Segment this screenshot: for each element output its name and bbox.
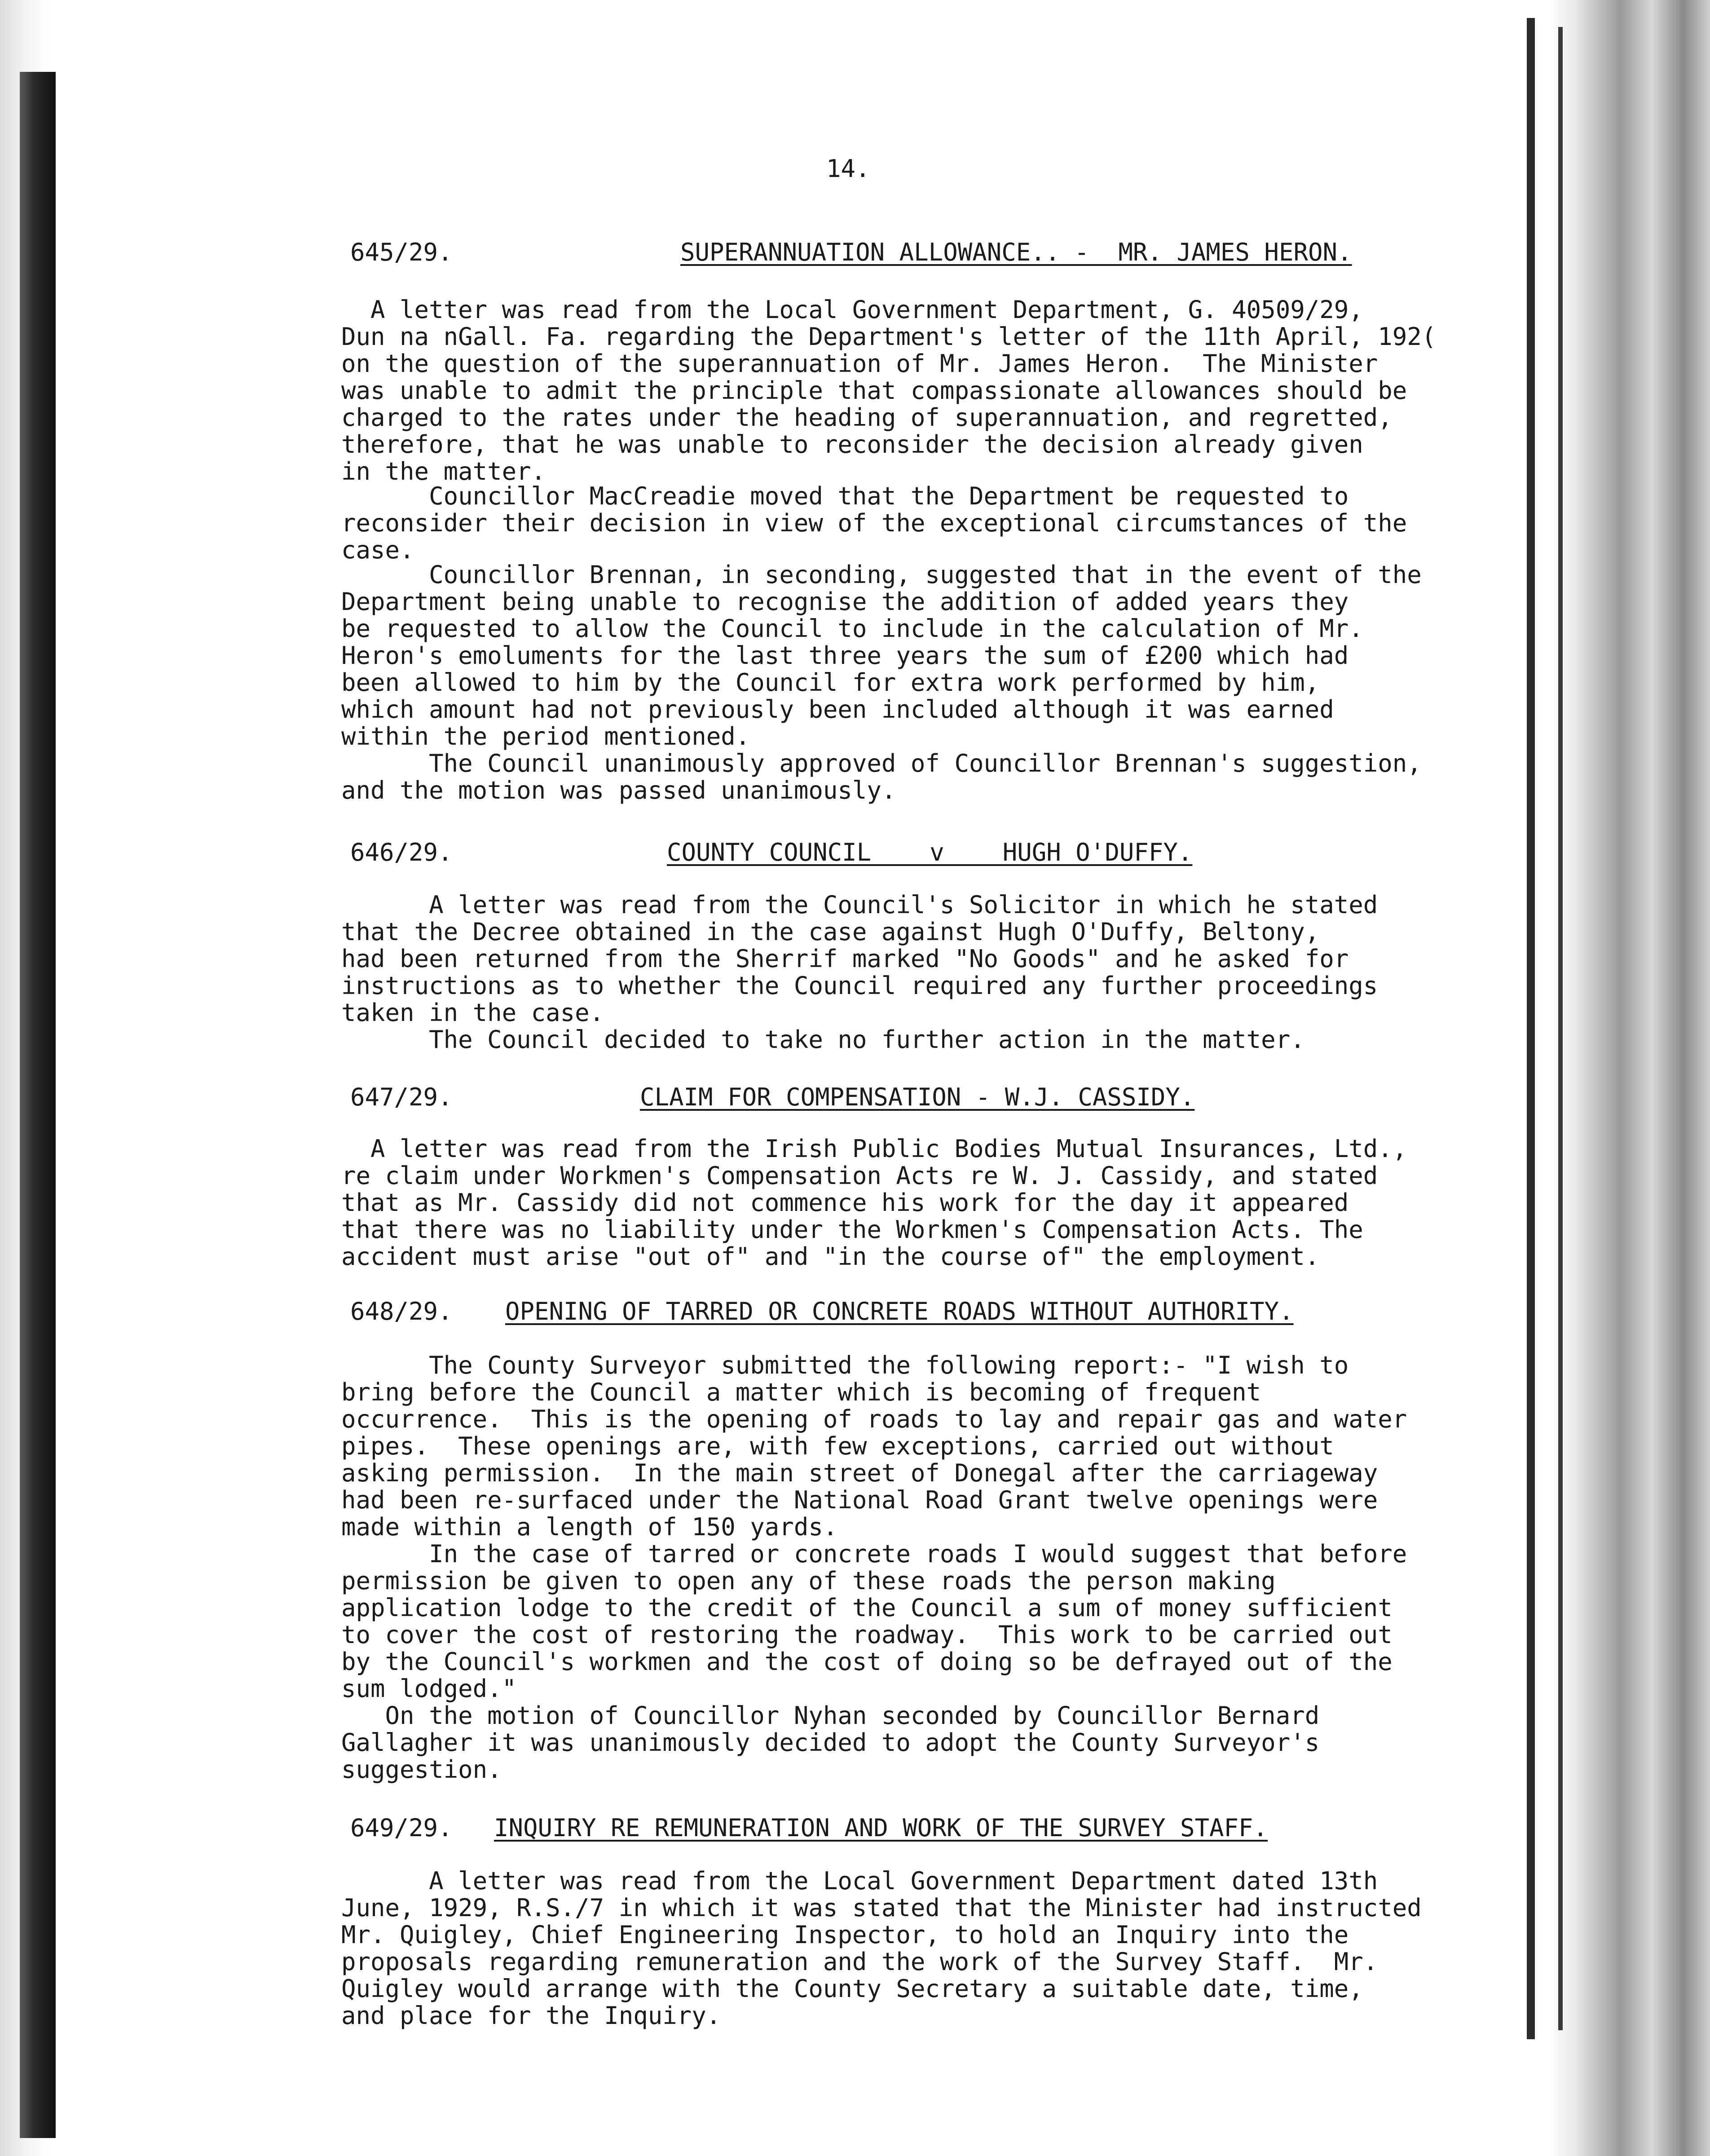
paragraph: Councillor MacCreadie moved that the Department be requested to reconsider their decision in view of the exceptional circumstances of the case. bbox=[341, 482, 1407, 564]
scan-right-page-edges bbox=[1548, 0, 1710, 2156]
item-number: 649/29. bbox=[350, 1814, 453, 1842]
page-number: 14. bbox=[826, 155, 870, 183]
item-heading: CLAIM FOR COMPENSATION - W.J. CASSIDY. bbox=[640, 1083, 1195, 1111]
item-number: 645/29. bbox=[350, 238, 453, 266]
paragraph: A letter was read from the Council's Solicitor in which he stated that the Decree obtained in the case against Hugh O'Duffy, Beltony, had been returned from the Sherrif marked "No Goods" and he asked for instructions as to whether the Council required any further proceedings taken in the case. bbox=[341, 891, 1378, 1027]
item-heading: OPENING OF TARRED OR CONCRETE ROADS WITHOUT AUTHORITY. bbox=[505, 1297, 1294, 1325]
paragraph: The County Surveyor submitted the following report:- "I wish to bring before the Council a matter which is becoming of frequent occurrence. This is the opening of roads to lay and repair gas and water pipes. These openings are, with few exceptions, carried out without asking permission. In the main street of Donegal after the carriageway had been re-surfaced under the National Road Grant twelve openings were made within a length of 150 yards. bbox=[341, 1351, 1407, 1541]
paragraph: Councillor Brennan, in seconding, suggested that in the event of the Department being unable to recognise the addition of added years they be requested to allow the Council to include in the calculation of Mr. Heron's emoluments for the last three years the sum of £200 which had been allowed to him by the Council for extra work performed by him, which amount had not previously been included although it was earned within the period mentioned. bbox=[341, 561, 1422, 751]
item-number: 646/29. bbox=[350, 838, 453, 866]
scan-binding-shadow bbox=[20, 72, 56, 2138]
item-number: 648/29. bbox=[350, 1297, 453, 1325]
paragraph: In the case of tarred or concrete roads I would suggest that before permission be given to open any of these roads the person making application lodge to the credit of the Council a sum of money sufficient to cover the cost of restoring the roadway. This work to be carried out by the Council's workmen and the cost of doing so be defrayed out of the sum lodged." bbox=[341, 1540, 1407, 1703]
paragraph: A letter was read from the Irish Public Bodies Mutual Insurances, Ltd., re claim under Workmen's Compensation Acts re W. J. Cassidy, and stated that as Mr. Cassidy did not commence his work for the day it appeared that there was no liability under the Workmen's Compensation Acts. The accident must arise "out of" and "in the course of" the employment. bbox=[341, 1135, 1407, 1271]
paragraph: The Council decided to take no further action in the matter. bbox=[341, 1025, 1305, 1054]
item-number: 647/29. bbox=[350, 1083, 453, 1111]
paragraph: The Council unanimously approved of Councillor Brennan's suggestion, and the motion was passed unanimously. bbox=[341, 749, 1422, 804]
item-heading: INQUIRY RE REMUNERATION AND WORK OF THE SURVEY STAFF. bbox=[494, 1814, 1268, 1842]
scan-page-edge-line bbox=[1558, 27, 1563, 2030]
item-heading: SUPERANNUATION ALLOWANCE.. - MR. JAMES HERON. bbox=[680, 238, 1352, 266]
paragraph: A letter was read from the Local Government Department, G. 40509/29, Dun na nGall. Fa. regarding the Department's letter of the 11th April, 192( on the question of the superannuation of Mr. James Heron. The Minister was unable to admit the principle that compassionate allowances should be charged to the rates under the heading of superannuation, and regretted, therefore, that he was unable to reconsider the decision already given in the matter. bbox=[341, 296, 1437, 486]
scan-page-edge-line bbox=[1527, 18, 1535, 2039]
paragraph: A letter was read from the Local Government Department dated 13th June, 1929, R.S./7 in which it was stated that the Minister had instructed Mr. Quigley, Chief Engineering Inspector, to hold an Inquiry into the proposals regarding remuneration and the work of the Survey Staff. Mr. Quigley would arrange with the County Secretary a suitable date, time, and place for the Inquiry. bbox=[341, 1867, 1422, 2030]
item-heading: COUNTY COUNCIL v HUGH O'DUFFY. bbox=[667, 838, 1193, 866]
paragraph: On the motion of Councillor Nyhan seconded by Councillor Bernard Gallagher it was unanimously decided to adopt the County Surveyor's suggestion. bbox=[341, 1701, 1320, 1784]
